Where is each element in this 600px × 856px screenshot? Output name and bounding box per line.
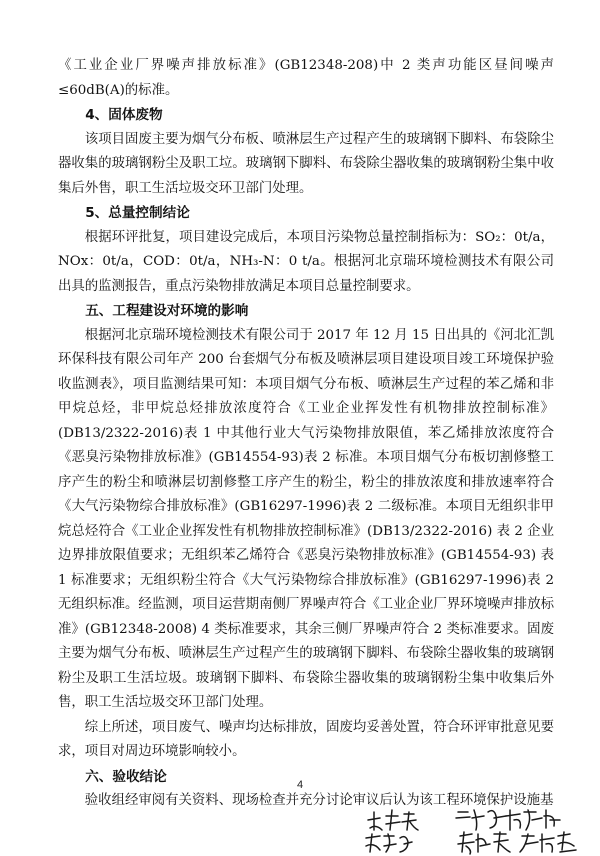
- paragraph-summary: 综上所述，项目废气、噪声均达标排放，固废均妥善处置，符合环评审批意见要求，项目对周边环境影响较小。: [58, 719, 554, 759]
- signature-1: [368, 810, 418, 830]
- signature-3: [366, 834, 412, 852]
- paragraph-monitoring-results: 根据河北京瑞环境检测技术有限公司于 2017 年 12 月 15 日出具的《河北汇凯环保科技有限公司年产 200 台套烟气分布板及喷淋层项目建设项目竣工环境保护验收监测表》，项目监测结果可知：本项目烟气分布板、喷淋层生产过程的苯乙烯和非甲烷总烃，非甲烷总烃排放浓度符合《工业企业挥发性有机物排放控制标准》(DB13/2322-2016)表 1 中其他行业大气污染物排放限值，苯乙烯排放浓度符合《恶臭污染物排放标准》(GB14554-93)表 2 标准。本项目烟气分布板切割修整工序产生的粉尘和喷淋层切割修整工序产生的粉尘，粉尘的排放浓度和排放速率符合《大气污染物综合排放标准》(GB16297-1996)表 2 二级标准。本项目无组织非甲烷总烃符合《工业企业挥发性有机物排放控制标准》(DB13/2322-2016) 表 2 企业边界排放限值要求；无组织苯乙烯符合《恶臭污染物排放标准》(GB14554-93) 表 1 标准要求；无组织粉尘符合《大气污染物综合排放标准》(GB16297-1996)表 2 无组织标准。经监测，项目运营期南侧厂界噪声符合《工业企业厂界环境噪声排放标准》(GB12348-2008) 4 类标准要求，其余三侧厂界噪声符合 2 类标准要求。固废主要为烟气分布板、喷淋层生产过程产生的玻璃钢下脚料、布袋除尘器收集的玻璃钢粉尘及职工生活垃圾。玻璃钢下脚料、布袋除尘器收集的玻璃钢粉尘集中收集后外售，职工生活垃圾交环卫部门处理。: [58, 327, 554, 710]
- section-heading-acceptance-conclusion: 六、验收结论: [85, 768, 167, 785]
- section-heading-environment-impact: 五、工程建设对环境的影响: [85, 303, 249, 319]
- document-body: [58, 54, 554, 814]
- section-heading-solid-waste: 4、固体废物: [85, 107, 163, 123]
- paragraph-solid-waste: 该项目固废主要为烟气分布板、喷淋层生产过程产生的玻璃钢下脚料、布袋除尘器收集的玻璃钢粉尘及职工垃。玻璃钢下脚料、布袋除尘器收集的玻璃钢粉尘集中收集后外售，职工生活垃圾交环卫部门处理。: [58, 131, 554, 196]
- signature-scribbles: [360, 806, 590, 856]
- signature-2: [456, 810, 560, 830]
- page-number: 4: [296, 779, 304, 791]
- section-heading-total-control: 5、总量控制结论: [85, 205, 190, 221]
- signature-4: [458, 832, 510, 854]
- paragraph-acceptance: 验收组经审阅有关资料、现场检查并充分讨论审议后认为该工程环境保护设施基: [84, 793, 554, 808]
- paragraph-total-control: 根据环评批复，项目建设完成后，本项目污染物总量控制指标为：SO₂：0t/a，NOx：0t/a，COD：0t/a，NH₃-N：0 t/a。根据河北京瑞环境检测技术有限公司出具的监测报告，重点污染物排放满足本项目总量控制要求。: [58, 229, 554, 294]
- continuation-paragraph: 《工业企业厂界噪声排放标准》(GB12348-208)中 2 类声功能区昼间噪声≤60dB(A)的标准。: [58, 58, 554, 98]
- handwritten-signatures: [360, 806, 590, 856]
- signature-5: [520, 832, 576, 852]
